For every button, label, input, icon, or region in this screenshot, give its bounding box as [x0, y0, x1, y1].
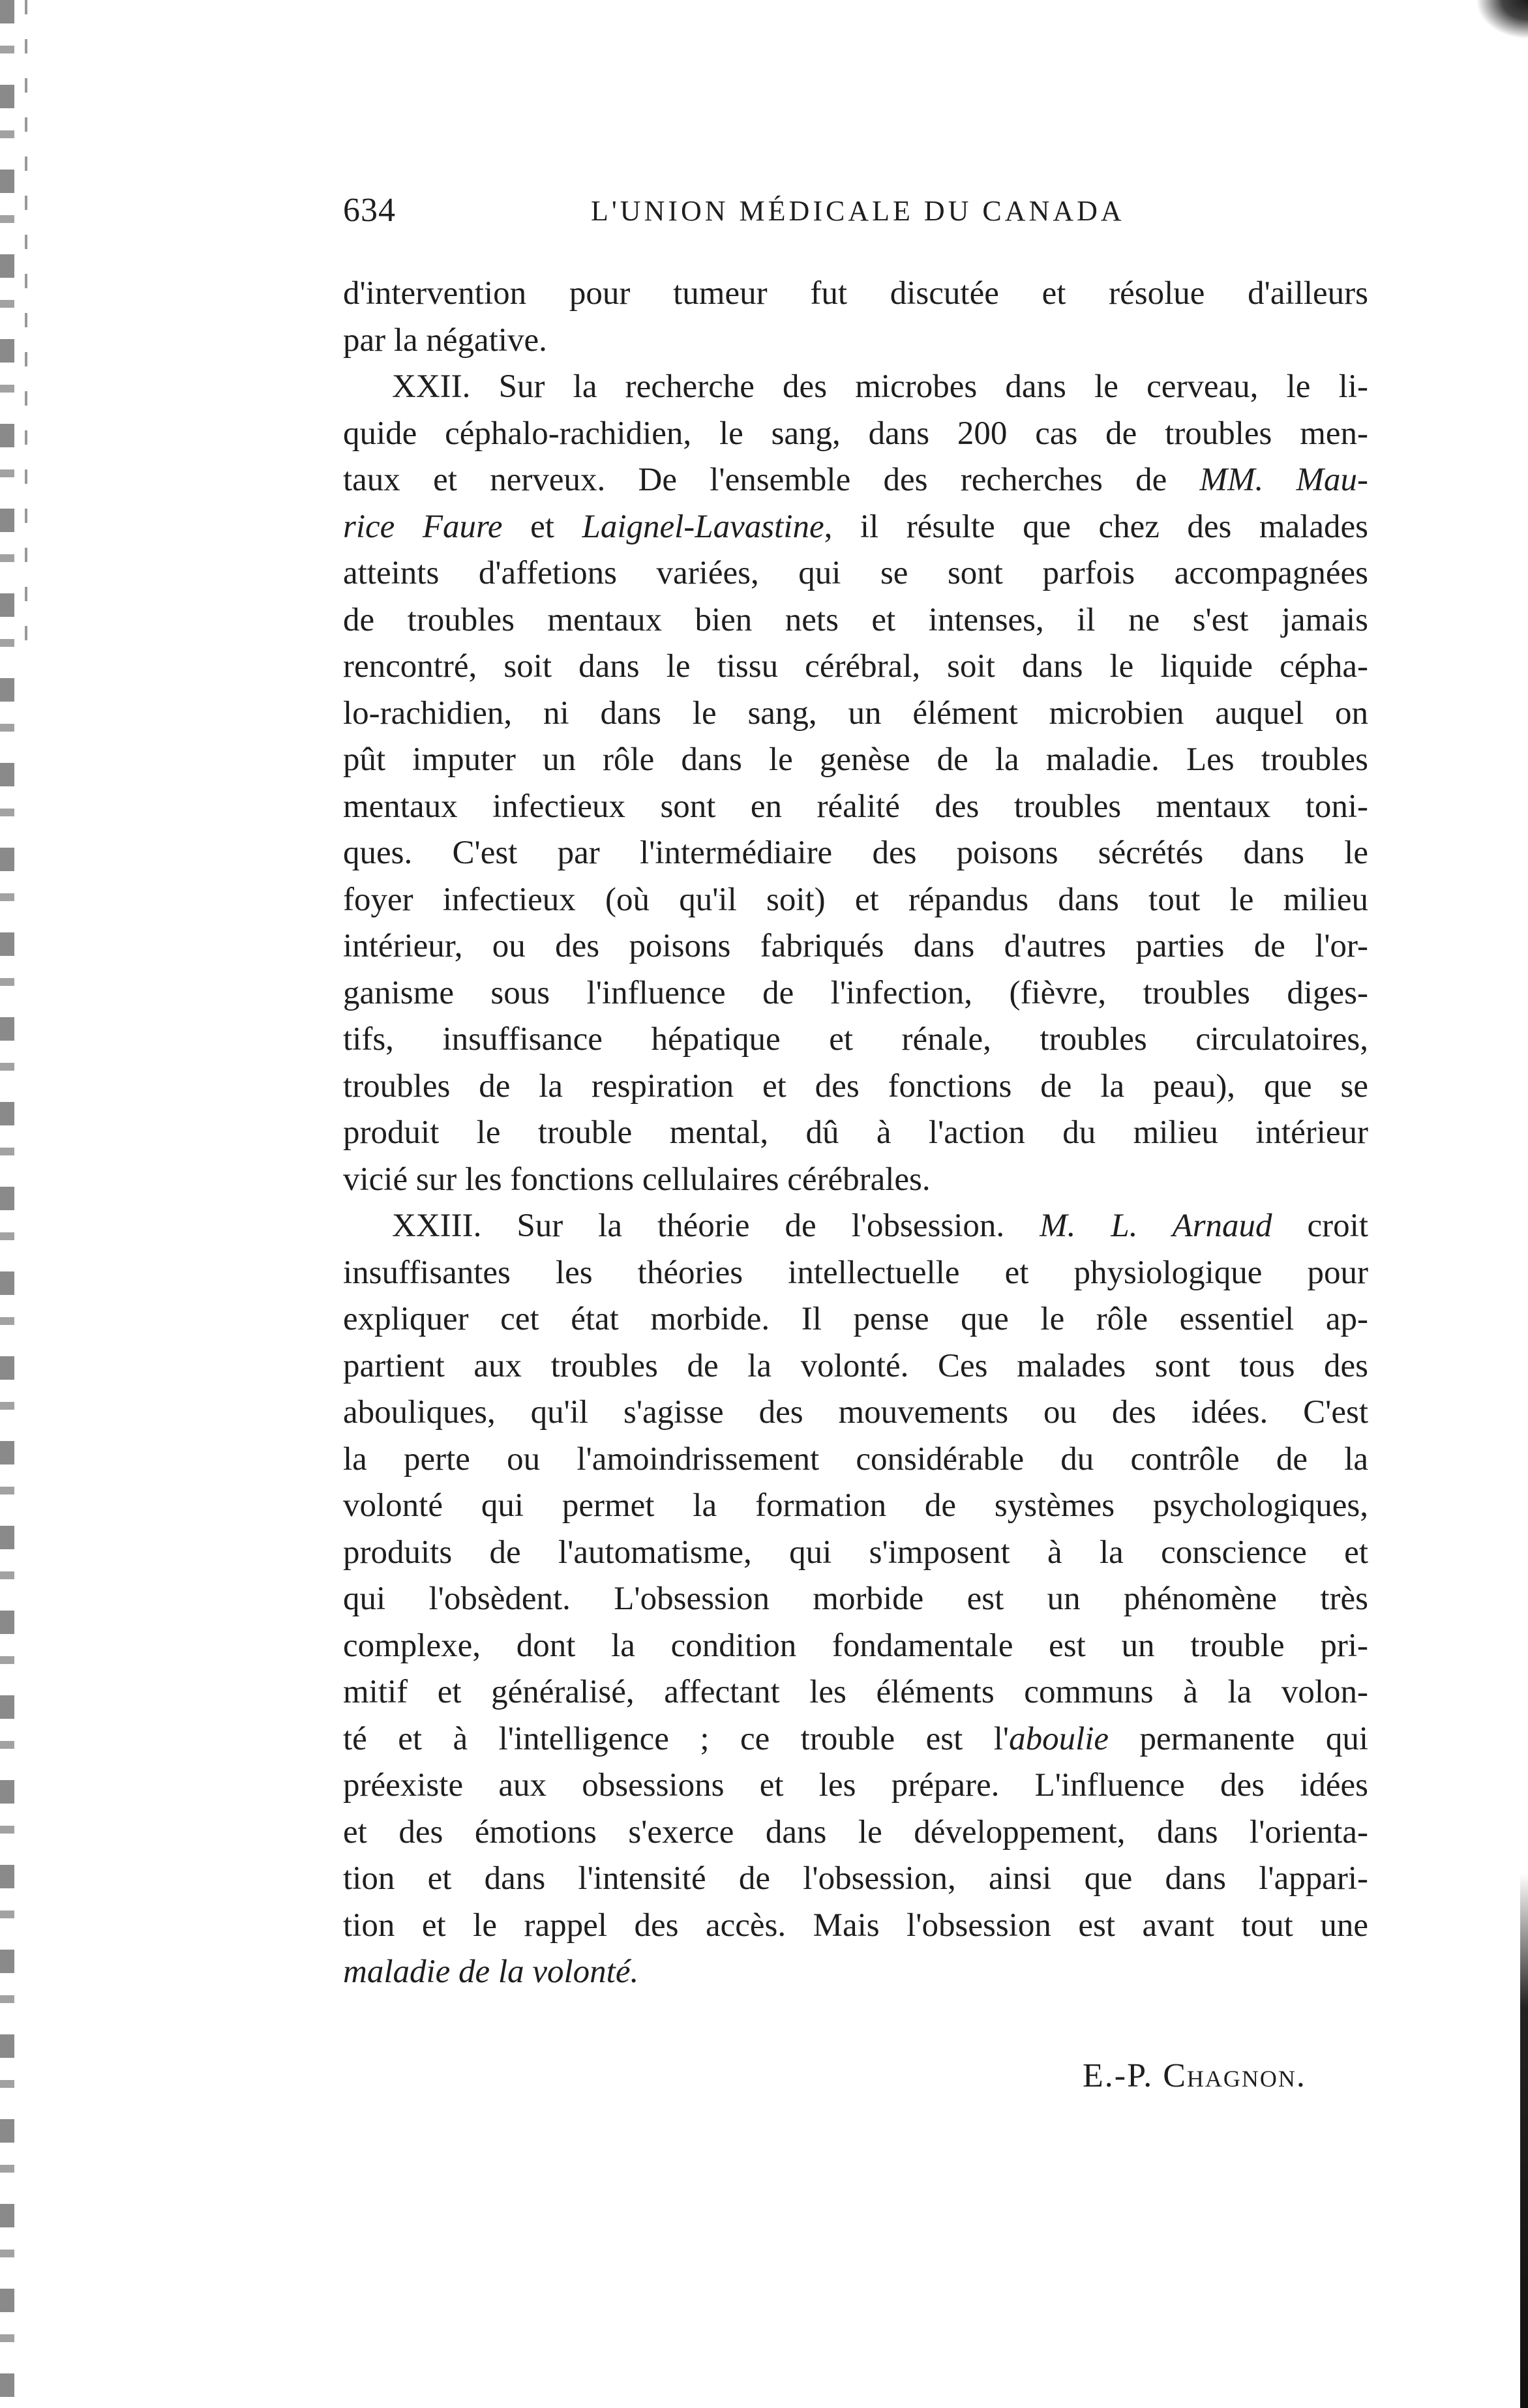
- text-line: té et à l'intelligence ; ce trouble est l'aboulie permanente qui: [343, 1720, 1368, 1757]
- signature-initials: E.-P.: [1083, 2057, 1163, 2094]
- page-number: 634: [343, 192, 396, 229]
- text-line: foyer infectieux (où qu'il soit) et répandus dans tout le milieu: [343, 881, 1368, 918]
- text-line: expliquer cet état morbide. Il pense que le rôle essentiel ap-: [343, 1301, 1368, 1337]
- text-line: XXII. Sur la recherche des microbes dans le cerveau, le li-: [392, 368, 1368, 405]
- text-line: tion et le rappel des accès. Mais l'obsession est avant tout une: [343, 1907, 1368, 1944]
- text-line: volonté qui permet la formation de systèmes psychologiques,: [343, 1487, 1368, 1524]
- text-line: tifs, insuffisance hépatique et rénale, troubles circulatoires,: [343, 1021, 1368, 1058]
- text-line: d'intervention pour tumeur fut discutée et résolue d'ailleurs: [343, 275, 1368, 312]
- text-line: abouliques, qu'il s'agisse des mouvements ou des idées. C'est: [343, 1394, 1368, 1431]
- scan-edge-right-bottom: [1520, 1873, 1528, 2408]
- text-line: lo-rachidien, ni dans le sang, un élément microbien auquel on: [343, 694, 1368, 732]
- running-head: L'UNION MÉDICALE DU CANADA: [591, 195, 1125, 227]
- text-line: et des émotions s'exerce dans le développement, dans l'orienta-: [343, 1813, 1368, 1851]
- text-line: maladie de la volonté.: [343, 1954, 639, 1990]
- text-line: insuffisantes les théories intellectuelle et physiologique pour: [343, 1254, 1368, 1291]
- text-line: par la négative.: [343, 321, 547, 359]
- text-line: complexe, dont la condition fondamentale est un trouble pri-: [343, 1627, 1368, 1664]
- text-line: intérieur, ou des poisons fabriqués dans d'autres parties de l'or-: [343, 928, 1368, 964]
- scan-edge-top-right: [1476, 0, 1528, 39]
- text-line: pût imputer un rôle dans le genèse de la maladie. Les troubles: [343, 741, 1368, 778]
- scan-edge-left-marks: [25, 0, 27, 652]
- text-line: vicié sur les fonctions cellulaires cérébrales.: [343, 1161, 931, 1198]
- signature: [1083, 2053, 1306, 2100]
- text-line: mitif et généralisé, affectant les éléments communs à la volon-: [343, 1674, 1368, 1710]
- text-line: préexiste aux obsessions et les prépare. L'influence des idées: [343, 1767, 1368, 1804]
- text-line: troubles de la respiration et des fonctions de la peau), que se: [343, 1067, 1368, 1105]
- text-line: tion et dans l'intensité de l'obsession, ainsi que dans l'appari-: [343, 1860, 1368, 1897]
- text-line: produit le trouble mental, dû à l'action du milieu intérieur: [343, 1114, 1368, 1151]
- text-line: ganisme sous l'influence de l'infection, (fièvre, troubles diges-: [343, 974, 1368, 1011]
- text-line: taux et nerveux. De l'ensemble des recherches de MM. Mau-: [343, 462, 1368, 498]
- page-header: [343, 188, 1368, 233]
- text-line: produits de l'automatisme, qui s'imposent à la conscience et: [343, 1534, 1368, 1571]
- text-line: de troubles mentaux bien nets et intenses, il ne s'est jamais: [343, 601, 1368, 638]
- body-text: [343, 271, 1368, 1996]
- text-line: ques. C'est par l'intermédiaire des poisons sécrétés dans le: [343, 835, 1368, 871]
- text-line: la perte ou l'amoindrissement considérable du contrôle de la: [343, 1440, 1368, 1478]
- text-line: XXIII. Sur la théorie de l'obsession. M. L. Arnaud croit: [392, 1208, 1368, 1244]
- scan-edge-left: [0, 0, 14, 2408]
- text-line: quide céphalo-rachidien, le sang, dans 200 cas de troubles men-: [343, 415, 1368, 452]
- text-line: rencontré, soit dans le tissu cérébral, soit dans le liquide cépha-: [343, 648, 1368, 685]
- text-line: partient aux troubles de la volonté. Ces malades sont tous des: [343, 1347, 1368, 1384]
- text-line: rice Faure et Laignel-Lavastine, il résulte que chez des malades: [343, 508, 1368, 545]
- text-line: qui l'obsèdent. L'obsession morbide est un phénomène très: [343, 1581, 1368, 1617]
- signature-surname: Chagnon.: [1163, 2057, 1306, 2094]
- text-line: atteints d'affetions variées, qui se sont parfois accompagnées: [343, 555, 1368, 591]
- text-line: mentaux infectieux sont en réalité des troubles mentaux toni-: [343, 788, 1368, 825]
